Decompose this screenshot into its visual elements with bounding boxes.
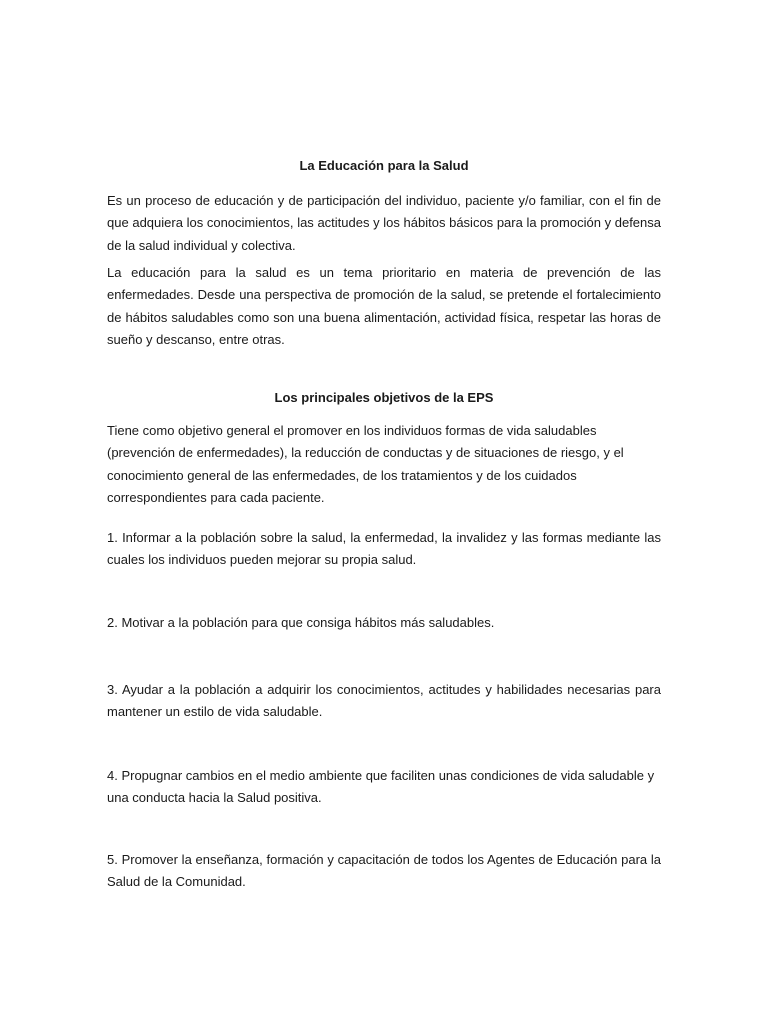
objective-item-1: 1. Informar a la población sobre la salud, la enfermedad, la invalidez y las formas mediante las cuales los individuos pueden mejorar su propia salud. <box>107 530 661 568</box>
objective-item-2: 2. Motivar a la población para que consiga hábitos más saludables. <box>107 615 495 630</box>
objectives-heading: Los principales objetivos de la EPS <box>274 390 494 405</box>
objective-item-4: 4. Propugnar cambios en el medio ambiente que faciliten unas condiciones de vida saludable y una conducta hacia la Salud positiva. <box>107 768 655 806</box>
objective-item-5: 5. Promover la enseñanza, formación y capacitación de todos los Agentes de Educación para la Salud de la Comunidad. <box>107 852 661 890</box>
intro-paragraph-2: La educación para la salud es un tema prioritario en materia de prevención de las enfermedades. Desde una perspectiva de promoción de la salud, se pretende el fortalecimiento de hábitos saludables como son una buena alimentación, actividad física, respetar las horas de sueño y descanso, entre otras. <box>107 265 661 348</box>
intro-paragraph-1: Es un proceso de educación y de participación del individuo, paciente y/o familiar, con el fin de que adquiera los conocimientos, las actitudes y los hábitos básicos para la promoción y defensa de la salud individual y colectiva. <box>107 193 661 253</box>
objectives-intro-paragraph: Tiene como objetivo general el promover en los individuos formas de vida saludables (prevención de enfermedades), la reducción de conductas y de situaciones de riesgo, y el conocimiento general de las enfermedades, de los tratamientos y de los cuidados correspondientes para cada paciente. <box>107 423 624 506</box>
document-title: La Educación para la Salud <box>299 158 469 173</box>
objective-item-3: 3. Ayudar a la población a adquirir los conocimientos, actitudes y habilidades necesarias para mantener un estilo de vida saludable. <box>107 682 661 720</box>
